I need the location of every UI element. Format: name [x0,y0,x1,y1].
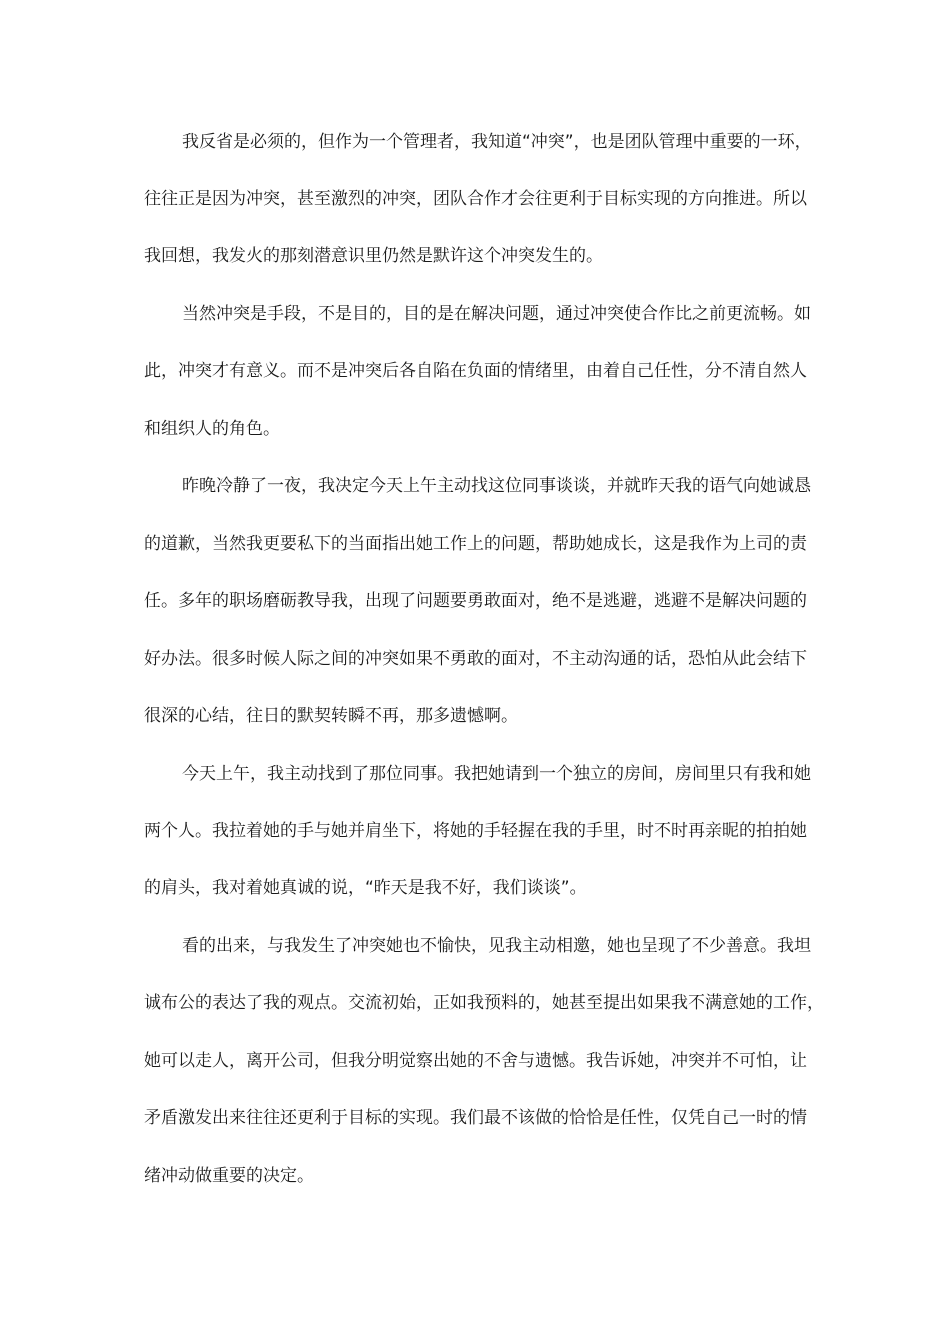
paragraph-2-line-3: 和组织人的角色。 [144,419,280,439]
paragraph-4-line-2: 两个人。我拉着她的手与她并肩坐下，将她的手轻握在我的手里，时不时再亲昵的拍拍她 [144,821,807,841]
paragraph-3-line-2: 的道歉，当然我更要私下的当面指出她工作上的问题，帮助她成长，这是我作为上司的责 [144,534,807,554]
paragraph-5-line-4: 矛盾激发出来往往还更利于目标的实现。我们最不该做的恰恰是任性，仅凭自己一时的情 [144,1108,807,1128]
paragraph-1-line-3: 我回想，我发火的那刻潜意识里仍然是默许这个冲突发生的。 [144,246,603,266]
paragraph-3-line-3: 任。多年的职场磨砺教导我，出现了问题要勇敢面对，绝不是逃避，逃避不是解决问题的 [144,591,807,611]
paragraph-5-line-3: 她可以走人，离开公司，但我分明觉察出她的不舍与遗憾。我告诉她，冲突并不可怕，让 [144,1051,807,1071]
paragraph-3-line-1: 昨晚冷静了一夜，我决定今天上午主动找这位同事谈谈，并就昨天我的语气向她诚恳 [182,476,811,496]
paragraph-1-line-1: 我反省是必须的，但作为一个管理者，我知道“冲突”，也是团队管理中重要的一环， [182,132,812,152]
paragraph-5-line-5: 绪冲动做重要的决定。 [144,1166,314,1186]
paragraph-3-line-4: 好办法。很多时候人际之间的冲突如果不勇敢的面对，不主动沟通的话，恐怕从此会结下 [144,649,807,669]
paragraph-5-line-2: 诚布公的表达了我的观点。交流初始，正如我预料的，她甚至提出如果我不满意她的工作， [144,993,824,1013]
paragraph-1-line-2: 往往正是因为冲突，甚至激烈的冲突，团队合作才会往更利于目标实现的方向推进。所以 [144,189,807,209]
paragraph-4-line-1: 今天上午，我主动找到了那位同事。我把她请到一个独立的房间，房间里只有我和她 [182,764,811,784]
paragraph-4-line-3: 的肩头，我对着她真诚的说，“昨天是我不好，我们谈谈”。 [144,878,587,898]
paragraph-2-line-2: 此，冲突才有意义。而不是冲突后各自陷在负面的情绪里，由着自己任性，分不清自然人 [144,361,807,381]
paragraph-3-line-5: 很深的心结，往日的默契转瞬不再，那多遗憾啊。 [144,706,518,726]
paragraph-2-line-1: 当然冲突是手段，不是目的，目的是在解决问题，通过冲突使合作比之前更流畅。如 [182,304,811,324]
paragraph-5-line-1: 看的出来，与我发生了冲突她也不愉快，见我主动相邀，她也呈现了不少善意。我坦 [182,936,811,956]
